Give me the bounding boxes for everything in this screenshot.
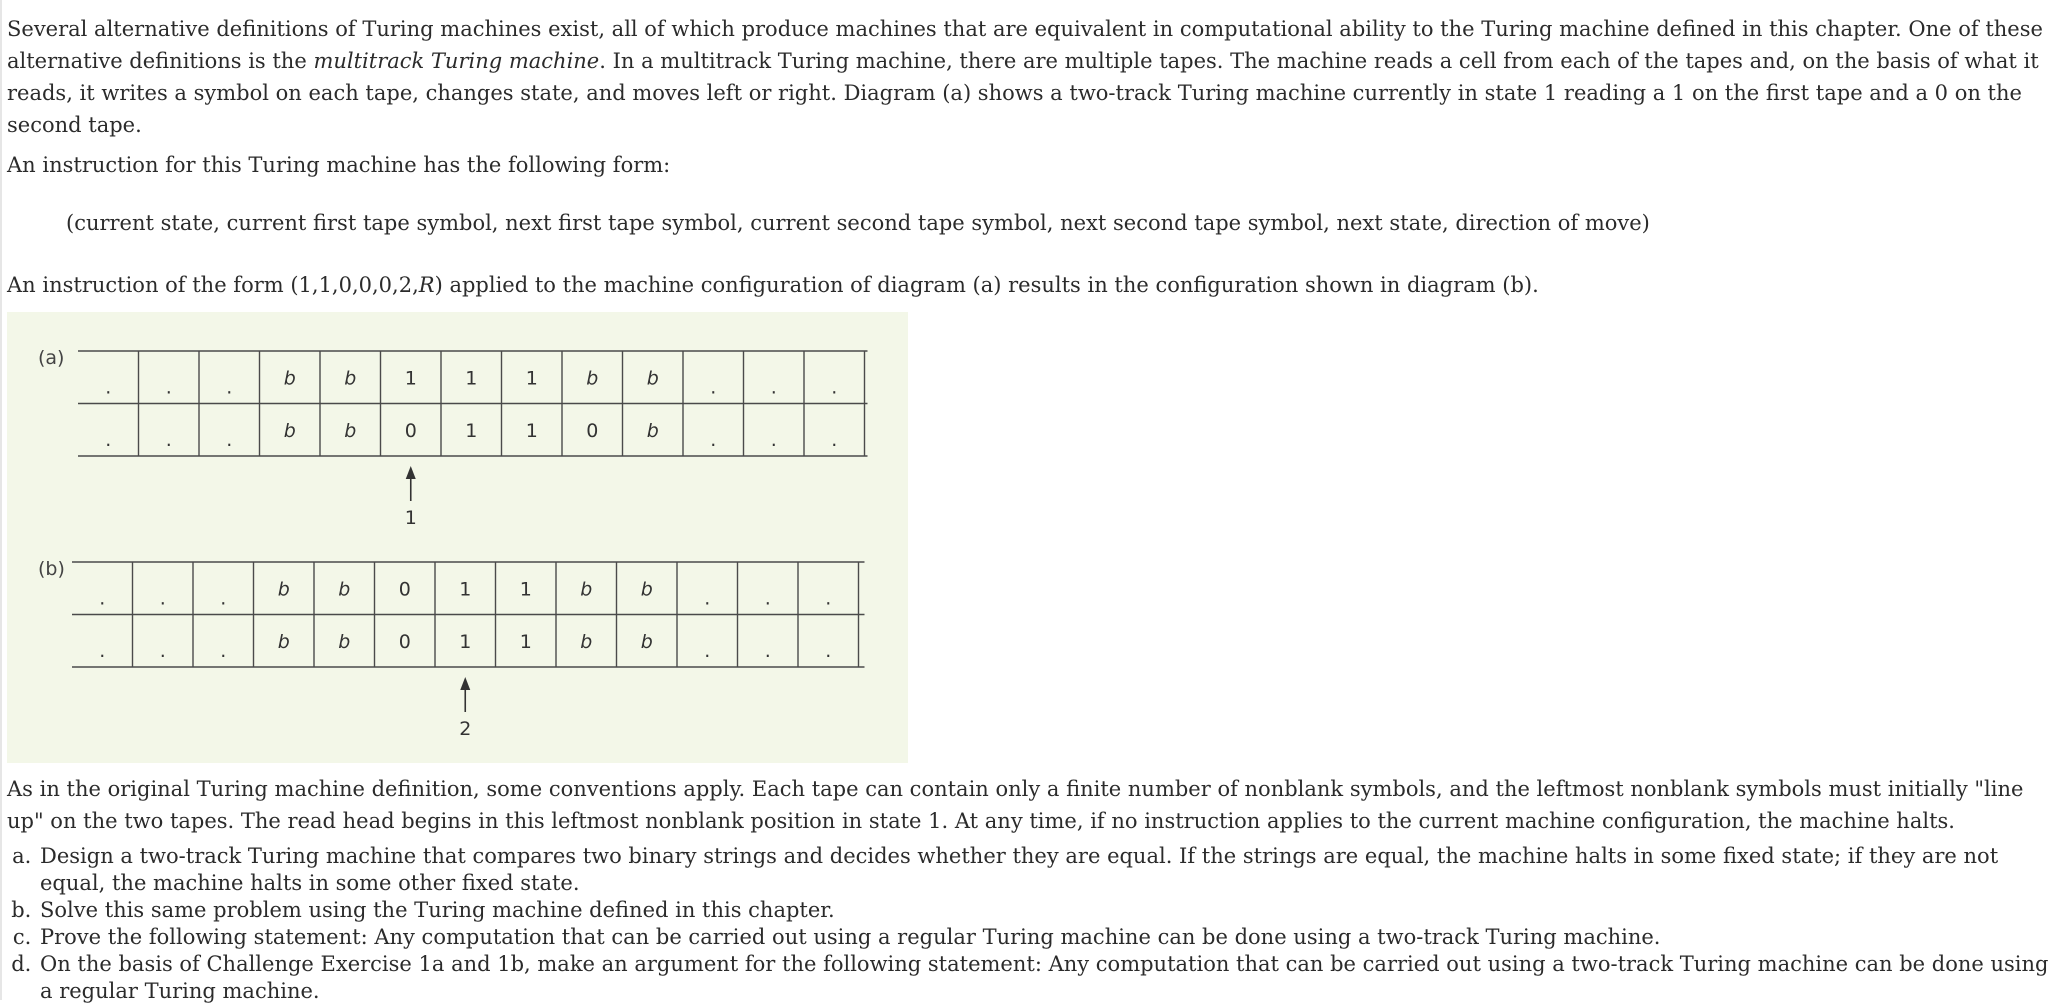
intro-paragraph (7, 13, 2057, 141)
tape-a-1-cell-8: b (586, 367, 599, 390)
tape-b-1-cell-8: b (580, 578, 593, 601)
head-b-arrow-icon (460, 677, 470, 690)
tape-a-1-cell-0: . (105, 376, 112, 399)
intro-text-1: Several alternative definitions of Turing machines exist, all of which produce machines that are equivalent in computational ability to the Turing machine defined in this chapter. One of these alternative definitions is the (7, 17, 2043, 73)
example-text-1: An instruction of the form (1,1,0,0,0,2, (7, 273, 419, 297)
exercise-item-d: d. On the basis of Challenge Exercise 1a and 1b, make an argument for the following statement: Any computation that can be carried out using a two-track Turing machine can be done using a regular Turing machine. (38, 951, 2057, 1005)
tape-b-2-cell-11: . (764, 639, 771, 662)
intro-text-2: . In a multitrack Turing machine, there are multiple tapes. The machine reads a cell from each of the tapes and, on the basis of what it reads, it writes a symbol on each tape, changes state, and moves left or right. Diagram (a) shows a two-track Turing machine currently in state 1 reading a 1 on the first tape and a 0 on the second tape. (7, 49, 2039, 137)
tape-b-1-cell-11: . (764, 587, 771, 610)
tape-a-2-cell-9: b (646, 419, 659, 442)
tape-b-2-cell-12: . (825, 639, 832, 662)
instruction-format: (current state, current first tape symbol, next first tape symbol, current second tape symbol, next second tape symbol, next state, direction of move) (66, 211, 1650, 235)
tape-b-2-cell-5: 0 (398, 630, 411, 653)
tape-b-2-cell-7: 1 (519, 630, 532, 653)
tape-a-1-cell-10: . (710, 376, 717, 399)
turing-diagram (7, 312, 908, 763)
tape-b-2-cell-2: . (220, 639, 227, 662)
tape-a-2-cell-10: . (710, 428, 717, 451)
tape-b-1-cell-0: . (99, 587, 106, 610)
tape-b-1-cell-3: b (277, 578, 290, 601)
tape-a-2-cell-4: b (344, 419, 357, 442)
tape-a-2-cell-5: 0 (404, 419, 417, 442)
tape-a-1-cell-4: b (344, 367, 357, 390)
tape-a-2-cell-8: 0 (586, 419, 599, 442)
tape-a-1-cell-12: . (831, 376, 838, 399)
tape-a-1-cell-2: . (226, 376, 233, 399)
tape-a-1-cell-3: b (283, 367, 296, 390)
exercise-item-b: b. Solve this same problem using the Turing machine defined in this chapter. (38, 897, 2057, 924)
diagram-a-label: (a) (38, 347, 65, 369)
tape-b-2-cell-6: 1 (459, 630, 472, 653)
head-a-state: 1 (404, 507, 417, 529)
left-border (0, 0, 2, 1000)
tape-b-1-cell-7: 1 (519, 578, 532, 601)
problem-content (7, 13, 2057, 1005)
head-b-state: 2 (459, 718, 472, 740)
tape-a-1-cell-1: . (165, 376, 172, 399)
tape-a-2-cell-3: b (283, 419, 296, 442)
example-direction: R (418, 273, 435, 297)
tape-b-2-cell-0: . (99, 639, 106, 662)
diagram-b-label: (b) (38, 558, 65, 580)
intro-term: multitrack Turing machine (313, 49, 600, 73)
tape-b-1-cell-10: . (704, 587, 711, 610)
head-a-arrow-icon (406, 466, 416, 479)
tape-a-1-cell-7: 1 (525, 367, 538, 390)
tape-b-2-cell-1: . (159, 639, 166, 662)
tape-a-1-cell-5: 1 (404, 367, 417, 390)
tape-b-1-cell-12: . (825, 587, 832, 610)
tape-a-2-cell-1: . (165, 428, 172, 451)
tape-a-2-cell-2: . (226, 428, 233, 451)
tape-a-2-cell-7: 1 (525, 419, 538, 442)
exercise-list (7, 843, 2057, 1005)
tape-b-2-cell-9: b (640, 630, 653, 653)
example-paragraph (7, 269, 2057, 301)
exercise-item-c: c. Prove the following statement: Any computation that can be carried out using a regular Turing machine can be done using a two-track Turing machine. (38, 924, 2057, 951)
tape-a-2-cell-0: . (105, 428, 112, 451)
instruction-intro: An instruction for this Turing machine has the following form: (7, 153, 671, 177)
tape-b-1-cell-1: . (159, 587, 166, 610)
turing-diagram-svg (7, 312, 908, 763)
tape-b-2-cell-8: b (580, 630, 593, 653)
tape-a-2-cell-6: 1 (465, 419, 478, 442)
exercise-item-a: a. Design a two-track Turing machine that compares two binary strings and decides whether they are equal. If the strings are equal, the machine halts in some fixed state; if they are not equal, the machine halts in some other fixed state. (38, 843, 2057, 897)
tape-b-1-cell-9: b (640, 578, 653, 601)
tape-b-2-cell-4: b (338, 630, 351, 653)
tape-b-1-cell-4: b (338, 578, 351, 601)
tape-b-1-cell-2: . (220, 587, 227, 610)
tape-b-2-cell-10: . (704, 639, 711, 662)
tape-b-1-cell-6: 1 (459, 578, 472, 601)
tape-b-1-cell-5: 0 (398, 578, 411, 601)
tape-a-1-cell-6: 1 (465, 367, 478, 390)
tape-a-1-cell-11: . (770, 376, 777, 399)
tape-a-1-cell-9: b (646, 367, 659, 390)
tape-a-2-cell-12: . (831, 428, 838, 451)
conventions-paragraph: As in the original Turing machine definition, some conventions apply. Each tape can contain only a finite number of nonblank symbols, and the leftmost nonblank symbols must initially "line up" on the two tapes. The read head begins in this leftmost nonblank position in state 1. At any time, if no instruction applies to the current machine configuration, the machine halts. (7, 777, 2024, 833)
tape-b-2-cell-3: b (277, 630, 290, 653)
tape-a-2-cell-11: . (770, 428, 777, 451)
example-text-2: ) applied to the machine configuration of diagram (a) results in the configuration shown in diagram (b). (434, 273, 1539, 297)
